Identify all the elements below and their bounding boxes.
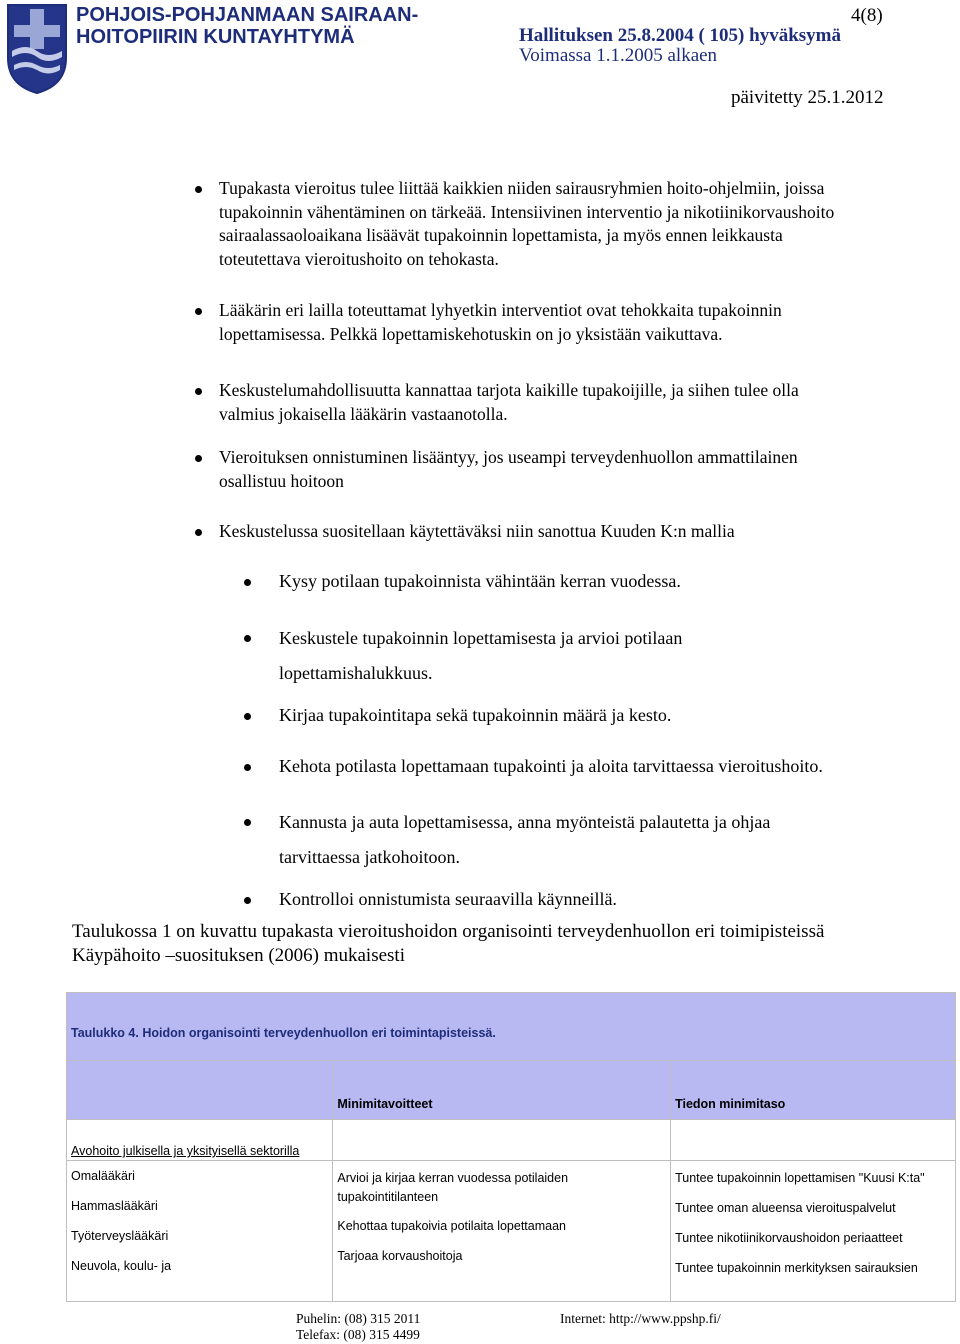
bullet-line: valmius jokaisella lääkärin vastaanotolla. xyxy=(219,403,508,424)
list-item: Tuntee oman alueensa vieroituspalvelut xyxy=(675,1201,896,1215)
intro-paragraph xyxy=(72,920,824,968)
k-model-line: Kirjaa tupakointitapa sekä tupakoinnin määrä ja kesto. xyxy=(279,705,672,725)
k-model-item xyxy=(279,755,823,778)
bullet-dot xyxy=(244,579,251,586)
approval-text: Hallituksen 25.8.2004 ( 105) hyväksymä xyxy=(519,25,841,46)
bullet-line: Keskustelumahdollisuutta kannattaa tarjota kaikille tupakoijille, ja siihen tulee olla xyxy=(219,380,799,400)
paragraph-line: Käypähoito –suosituksen (2006) mukaisesti xyxy=(72,945,405,966)
table-caption: Taulukko 4. Hoidon organisointi terveydenhuollon eri toimintapisteissä. xyxy=(67,993,956,1061)
page-number: 4(8) xyxy=(851,5,883,26)
bullet-line: osallistuu hoitoon xyxy=(219,470,344,491)
list-item: Arvioi ja kirjaa kerran vuodessa potilaiden tupakointitilanteen xyxy=(337,1171,569,1204)
bullet-line: Keskustelussa suositellaan käytettäväksi niin sanottua Kuuden K:n mallia xyxy=(219,521,735,541)
table-header-cell: Tiedon minimitaso xyxy=(671,1061,956,1120)
k-model-line: Keskustele tupakoinnin lopettamisesta ja arvioi potilaan xyxy=(279,628,683,648)
table-section-label: Avohoito julkisella ja yksityisellä sektorilla xyxy=(67,1120,333,1161)
table-cell xyxy=(671,1161,956,1302)
coat-of-arms-logo xyxy=(6,3,68,95)
paragraph-line: Taulukossa 1 on kuvattu tupakasta vieroitushoidon organisointi terveydenhuollon eri toimipisteissä xyxy=(72,921,825,942)
bullet-line: sairaalassaoloaikana lisäävät tupakoinnin lopettamista, ja myös ennen leikkausta xyxy=(219,225,783,245)
k-model-line: lopettamishalukkuus. xyxy=(279,663,433,683)
k-model-line: Kontrolloi onnistumista seuraavilla käynneillä. xyxy=(279,889,617,909)
table-cell xyxy=(333,1120,671,1161)
bullet-line: Lääkärin eri lailla toteuttamat lyhyetkin interventiot ovat tehokkaita tupakoinnin xyxy=(219,300,782,320)
list-item: Työterveyslääkäri xyxy=(71,1229,169,1243)
footer-internet: Internet: http://www.ppshp.fi/ xyxy=(560,1311,721,1326)
bullet-line: Vieroituksen onnistuminen lisääntyy, jos useampi terveydenhuollon ammattilainen xyxy=(219,447,798,467)
bullet-dot xyxy=(244,764,251,771)
bullet-dot xyxy=(195,529,202,536)
bullet-dot xyxy=(244,819,251,826)
updated-date: päivitetty 25.1.2012 xyxy=(731,87,884,108)
list-item: Tuntee tupakoinnin lopettamisen "Kuusi K:ta" xyxy=(675,1171,925,1185)
bullet-item xyxy=(219,520,735,544)
list-item: Tuntee nikotiinikorvaushoidon periaatteet xyxy=(675,1231,903,1245)
organization-table xyxy=(66,992,956,1302)
k-model-line: Kysy potilaan tupakoinnista vähintään kerran vuodessa. xyxy=(279,571,681,591)
list-item: Neuvola, koulu- ja xyxy=(71,1259,172,1273)
bullet-dot xyxy=(195,455,202,462)
bullet-dot xyxy=(244,897,251,904)
k-model-line: tarvittaessa jatkohoitoon. xyxy=(279,847,460,867)
bullet-dot xyxy=(244,635,251,642)
table-section-row xyxy=(67,1120,956,1161)
table-header-cell: Minimitavoitteet xyxy=(333,1061,671,1120)
k-model-item xyxy=(279,805,770,875)
k-model-item xyxy=(279,570,681,593)
footer-fax: Telefax: (08) 315 4499 xyxy=(296,1327,420,1342)
table-cell xyxy=(333,1161,671,1302)
bullet-item xyxy=(219,299,782,346)
bullet-item xyxy=(219,379,799,426)
bullet-line: toteutettava vieroitushoito on tehokasta. xyxy=(219,248,499,269)
list-item: Tuntee tupakoinnin merkityksen sairauksien xyxy=(675,1261,918,1275)
k-model-line: Kannusta ja auta lopettamisessa, anna myönteistä palautetta ja ohjaa xyxy=(279,812,771,832)
bullet-line: lopettamisessa. Pelkkä lopettamiskehotuskin on jo yksistään vaikuttava. xyxy=(219,323,723,344)
list-item: Tarjoaa korvaushoitoja xyxy=(337,1249,463,1263)
org-name-line2: HOITOPIIRIN KUNTAYHTYMÄ xyxy=(76,26,355,48)
footer-phone: Puhelin: (08) 315 2011 xyxy=(296,1311,421,1326)
bullet-dot xyxy=(195,186,202,193)
bullet-dot xyxy=(244,713,251,720)
bullet-dot xyxy=(195,308,202,315)
bullet-line: Tupakasta vieroitus tulee liittää kaikkien niiden sairausryhmien hoito-ohjelmiin, joissa xyxy=(219,178,825,198)
table-cell xyxy=(671,1120,956,1161)
table-header-row xyxy=(67,1061,956,1120)
table-cell xyxy=(67,1161,333,1302)
valid-text: Voimassa 1.1.2005 alkaen xyxy=(519,45,718,66)
k-model-line: Kehota potilasta lopettamaan tupakointi ja aloita tarvittaessa vieroitushoito. xyxy=(279,756,823,776)
bullet-line: tupakoinnin vähentäminen on tärkeää. Intensiivinen interventio ja nikotiinikorvaushoito xyxy=(219,201,835,222)
table-row xyxy=(67,1161,956,1302)
list-item: Kehottaa tupakoivia potilaita lopettamaan xyxy=(337,1219,566,1233)
org-name-line1: POHJOIS-POHJANMAAN SAIRAAN- xyxy=(76,4,419,26)
bullet-dot xyxy=(195,388,202,395)
list-item: Hammaslääkäri xyxy=(71,1199,158,1213)
list-item: Omalääkäri xyxy=(71,1169,135,1183)
bullet-item xyxy=(219,177,834,271)
k-model-item xyxy=(279,621,682,691)
bullet-item xyxy=(219,446,798,493)
table-header-cell xyxy=(67,1061,333,1120)
k-model-item xyxy=(279,704,671,727)
k-model-item xyxy=(279,888,617,911)
